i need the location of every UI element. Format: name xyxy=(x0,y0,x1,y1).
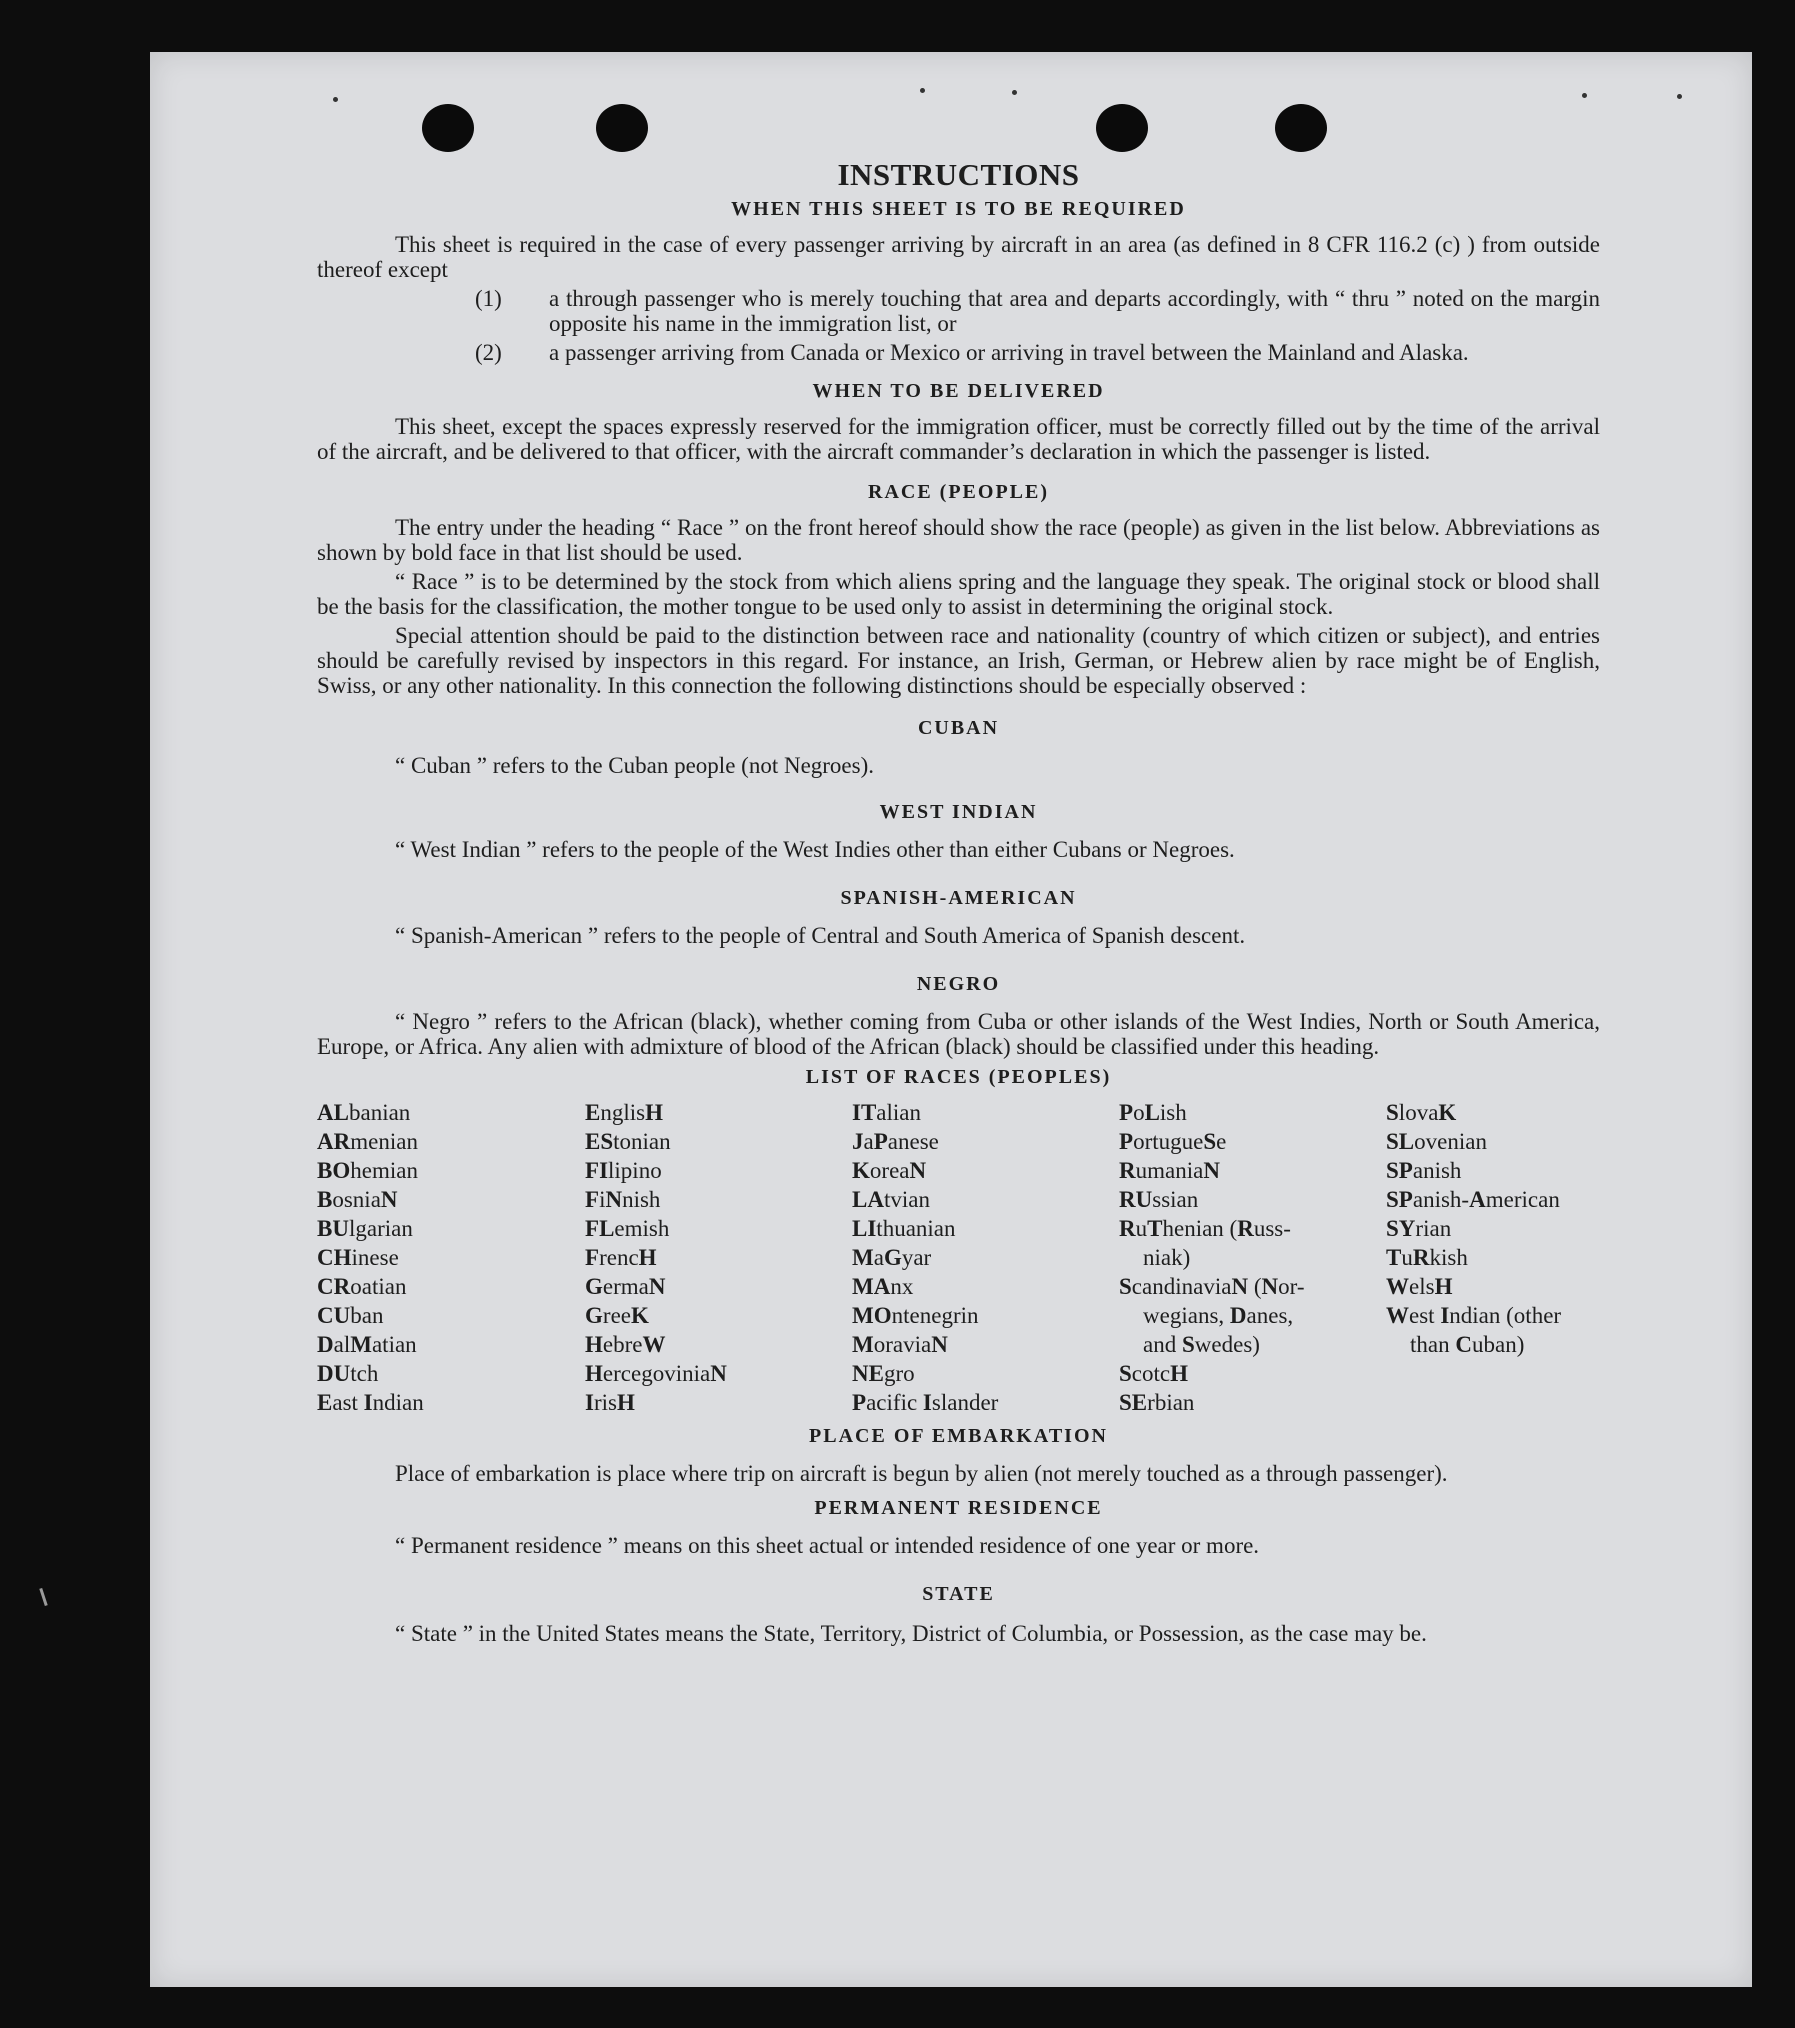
race-entry: NEgro xyxy=(852,1361,915,1386)
race-entry: JaPanese xyxy=(852,1129,939,1154)
race-entry: HebreW xyxy=(585,1332,666,1357)
speck xyxy=(333,97,338,102)
instructions-content xyxy=(317,157,1600,1648)
paragraph: Special attention should be paid to the distinction between race and nationality (country of which citizen or subject), and entries should be carefully revised by inspectors in this regard. For instance, an Irish, German, or Hebrew alien by race might be of English, Swiss, or any other nationality. In this connection the following distinctions should be especially observed : xyxy=(317,623,1600,698)
paragraph: Place of embarkation is place where trip on aircraft is begun by alien (not merely touched as a through passenger). xyxy=(395,1461,1448,1486)
list-item xyxy=(317,340,1600,365)
race-entry: FLemish xyxy=(585,1216,670,1241)
race-entry: MoraviaN xyxy=(852,1332,948,1357)
race-entry: FIlipino xyxy=(585,1158,662,1183)
item-text: a passenger arriving from Canada or Mexico or arriving in travel between the Mainland and Alaska. xyxy=(549,340,1469,365)
paragraph: This sheet, except the spaces expressly reserved for the immigration officer, must be correctly filled out by the time of the arrival of the aircraft, and be delivered to that officer, with the aircraft commander’s declaration in which the passenger is listed. xyxy=(317,414,1600,464)
paragraph: “ State ” in the United States means the State, Territory, District of Columbia, or Possession, as the case may be. xyxy=(395,1621,1427,1646)
paragraph: “ Race ” is to be determined by the stock from which aliens spring and the language they speak. The original stock or blood shall be the basis for the classification, the mother tongue to be used only to assist in determining the original stock. xyxy=(317,569,1600,619)
race-entry: PoLish xyxy=(1119,1100,1187,1125)
race-entry: BOhemian xyxy=(317,1158,418,1183)
race-entry: SYrian xyxy=(1386,1216,1452,1241)
paragraph: “ Cuban ” refers to the Cuban people (not Negroes). xyxy=(395,753,875,778)
speck xyxy=(1012,90,1017,95)
speck xyxy=(1677,94,1682,99)
race-entry: MAnx xyxy=(852,1274,914,1299)
race-entry: RUssian xyxy=(1119,1187,1199,1212)
race-entry: SLovenian xyxy=(1386,1129,1487,1154)
section-heading: WHEN TO BE DELIVERED xyxy=(812,380,1105,402)
page-title: INSTRUCTIONS xyxy=(837,157,1080,192)
list-item xyxy=(317,286,1600,336)
race-column-1 xyxy=(317,1098,424,1417)
race-entry: CUban xyxy=(317,1303,384,1328)
race-entry: MaGyar xyxy=(852,1245,932,1270)
paragraph: This sheet is required in the case of every passenger arriving by aircraft in an area (as defined in 8 CFR 116.2 (c) ) from outside thereof except xyxy=(317,232,1600,282)
race-entry: DUtch xyxy=(317,1361,379,1386)
punch-hole xyxy=(1096,104,1148,152)
race-entry: CHinese xyxy=(317,1245,399,1270)
section-heading: PLACE OF EMBARKATION xyxy=(809,1425,1108,1447)
race-column-2 xyxy=(585,1098,727,1417)
section-heading: WEST INDIAN xyxy=(879,801,1038,823)
race-entry: LAtvian xyxy=(852,1187,930,1212)
race-entry: GermaN xyxy=(585,1274,666,1299)
race-entry: BosniaN xyxy=(317,1187,398,1212)
race-entry: LIthuanian xyxy=(852,1216,956,1241)
race-entry: SlovaK xyxy=(1386,1100,1457,1125)
section-heading: WHEN THIS SHEET IS TO BE REQUIRED xyxy=(731,198,1186,220)
speck xyxy=(1582,93,1587,98)
race-entry: SErbian xyxy=(1119,1390,1195,1415)
section-heading: SPANISH-AMERICAN xyxy=(840,887,1077,909)
paragraph: The entry under the heading “ Race ” on the front hereof should show the race (people) as given in the list below. Abbreviations as shown by bold face in that list should be used. xyxy=(317,515,1600,565)
punch-hole xyxy=(422,104,474,152)
speck xyxy=(920,88,925,93)
item-text: a through passenger who is merely touching that area and departs accordingly, with “ thru ” noted on the margin opposite his name in the immigration list, or xyxy=(549,286,1600,336)
race-entry: East Indian xyxy=(317,1390,424,1415)
race-entry-continued: niak) xyxy=(1143,1245,1191,1270)
race-entry: ARmenian xyxy=(317,1129,418,1154)
race-entry: CRoatian xyxy=(317,1274,407,1299)
paragraph: “ West Indian ” refers to the people of the West Indies other than either Cubans or Negroes. xyxy=(395,837,1235,862)
race-entry: MOntenegrin xyxy=(852,1303,979,1328)
paragraph: “ Spanish-American ” refers to the people of Central and South America of Spanish descent. xyxy=(395,923,1246,948)
document-sheet xyxy=(150,52,1752,1987)
race-entry: TuRkish xyxy=(1386,1245,1468,1270)
race-entry-continued: than Cuban) xyxy=(1410,1332,1525,1357)
race-column-3 xyxy=(852,1098,998,1417)
race-entry: RuThenian (Russ- xyxy=(1119,1216,1291,1241)
race-column-5 xyxy=(1386,1098,1561,1359)
race-entry: IrisH xyxy=(585,1390,635,1415)
section-heading: CUBAN xyxy=(917,717,1000,739)
race-list xyxy=(317,1098,1600,1418)
race-entry-continued: wegians, Danes, xyxy=(1143,1303,1294,1328)
punch-hole xyxy=(1275,104,1327,152)
section-heading: LIST OF RACES (PEOPLES) xyxy=(805,1066,1112,1088)
race-entry: ScandinaviaN (Nor- xyxy=(1119,1274,1305,1299)
section-heading: RACE (PEOPLE) xyxy=(868,481,1049,503)
race-entry: ScotcH xyxy=(1119,1361,1189,1386)
race-entry: ALbanian xyxy=(317,1100,411,1125)
section-heading: PERMANENT RESIDENCE xyxy=(814,1497,1103,1519)
race-entry: RumaniaN xyxy=(1119,1158,1220,1183)
race-entry: FrencH xyxy=(585,1245,657,1270)
race-column-4 xyxy=(1119,1098,1305,1417)
punch-hole xyxy=(596,104,648,152)
race-entry: GreeK xyxy=(585,1303,649,1328)
item-number: (2) xyxy=(475,340,502,365)
race-entry: DalMatian xyxy=(317,1332,417,1357)
race-entry: FiNnish xyxy=(585,1187,661,1212)
race-entry: KoreaN xyxy=(852,1158,927,1183)
race-entry: ITalian xyxy=(852,1100,922,1125)
scan-mark xyxy=(39,1588,47,1606)
item-number: (1) xyxy=(475,286,502,311)
race-entry-continued: and Swedes) xyxy=(1143,1332,1260,1357)
section-heading: NEGRO xyxy=(916,973,1001,995)
paragraph: “ Permanent residence ” means on this sheet actual or intended residence of one year or more. xyxy=(395,1533,1260,1558)
race-entry: PortugueSe xyxy=(1119,1129,1227,1154)
race-entry: Pacific Islander xyxy=(852,1390,999,1415)
race-entry: BUlgarian xyxy=(317,1216,413,1241)
race-entry: SPanish-American xyxy=(1386,1187,1560,1212)
race-entry: West Indian (other xyxy=(1386,1303,1562,1328)
race-entry: HercegoviniaN xyxy=(585,1361,727,1386)
race-entry: EStonian xyxy=(585,1129,671,1154)
paragraph: “ Negro ” refers to the African (black), whether coming from Cuba or other islands of the West Indies, North or South America, Europe, or Africa. Any alien with admixture of blood of the African (black) should be classified under this heading. xyxy=(317,1009,1600,1059)
race-entry: SPanish xyxy=(1386,1158,1462,1183)
race-entry: WelsH xyxy=(1386,1274,1453,1299)
race-entry: EnglisH xyxy=(585,1100,663,1125)
section-heading: STATE xyxy=(922,1583,995,1605)
